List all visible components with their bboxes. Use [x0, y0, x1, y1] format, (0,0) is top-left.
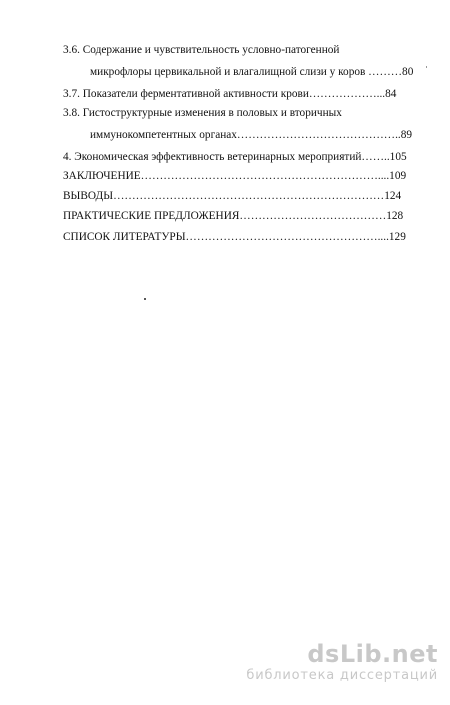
watermark-logo: dsLib.net: [307, 640, 438, 668]
toc-entry-4: 4. Экономическая эффективность ветеринарных мероприятий……..105: [63, 151, 407, 163]
toc-entry-conclusion: ЗАКЛЮЧЕНИЕ………………………………………………………....109: [63, 170, 407, 182]
watermark: [246, 640, 438, 684]
toc-entry-findings: ВЫВОДЫ………………………………………………………………124: [63, 190, 402, 202]
stray-mark: [144, 298, 146, 300]
toc-entry-references: СПИСОК ЛИТЕРАТУРЫ……………………………………………....129: [63, 231, 406, 243]
watermark-subtitle: библиотека диссертаций: [246, 668, 438, 683]
toc-entry-practical-proposals: ПРАКТИЧЕСКИЕ ПРЕДЛОЖЕНИЯ…………………………………128: [63, 210, 404, 222]
toc-entry-3-8-line2: иммунокомпетентных органах……………………………………..89: [90, 129, 413, 141]
toc-entry-3-6-line1: 3.6. Содержание и чувствительность условно-патогенной: [63, 44, 340, 56]
scan-speck: [426, 66, 427, 68]
toc-entry-3-8-line1: 3.8. Гистоструктурные изменения в половых и вторичных: [63, 107, 342, 119]
toc-entry-3-6-line2: микрофлоры цервикальной и влагалищной слизи у коров ………80: [90, 66, 414, 78]
toc-entry-3-7: 3.7. Показатели ферментативной активности крови………………...84: [63, 88, 397, 100]
